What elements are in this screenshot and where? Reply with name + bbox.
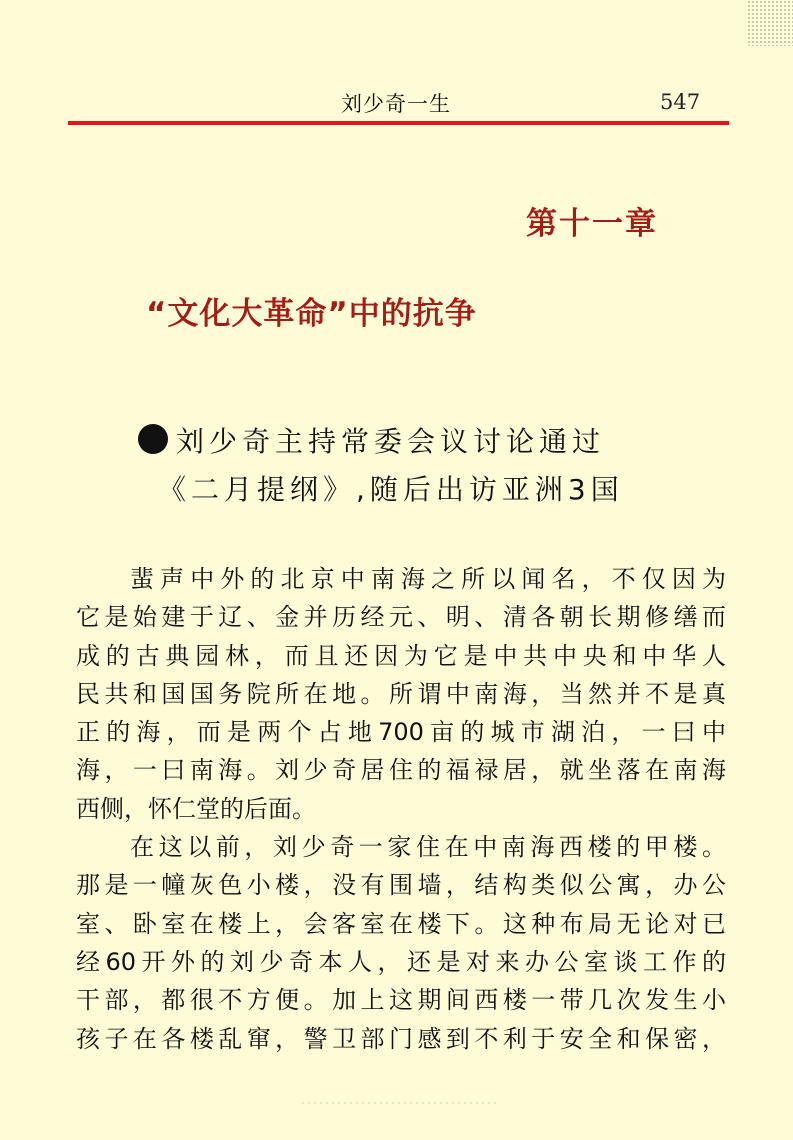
text-line: 成的古典园林，而且还因为它是中共中央和中华人	[76, 641, 726, 670]
running-title: 刘少奇一生	[341, 92, 451, 116]
body-text	[76, 560, 726, 1058]
text-line: 蜚声中外的北京中南海之所以闻名，不仅因为	[130, 565, 726, 593]
header-rule	[68, 121, 729, 125]
text-line: 民共和国国务院所在地。所谓中南海，当然并不是真	[76, 679, 726, 708]
text-line: 在这以前，刘少奇一家住在中南海西楼的甲楼。	[130, 833, 726, 862]
paragraph-2	[76, 828, 726, 1058]
running-header	[0, 82, 793, 122]
text-line: 室、卧室在楼上，会客室在楼下。这种布局无论对已	[76, 909, 726, 938]
paragraph-1	[76, 560, 726, 828]
section-heading-line-1	[138, 418, 698, 466]
scan-noise-bottom	[300, 1100, 500, 1106]
section-heading-line-2: 《二月提纲》,随后出访亚洲3国	[158, 473, 624, 506]
chapter-title: “文化大革命”中的抗争	[146, 296, 477, 332]
text-line: 正的海，而是两个占地700亩的城市湖泊，一曰中	[76, 718, 726, 747]
text-line: 它是始建于辽、金并历经元、明、清各朝长期修缮而	[76, 603, 726, 632]
text-line: 海，一曰南海。刘少奇居住的福禄居，就坐落在南海	[76, 756, 726, 785]
text-line: 那是一幢灰色小楼，没有围墙，结构类似公寓，办公	[76, 871, 726, 900]
section-heading-text-1: 刘少奇主持常委会议讨论通过	[176, 425, 606, 458]
text-line: 经60开外的刘少奇本人，还是对来办公室谈工作的	[76, 947, 726, 976]
text-line: 干部，都很不方便。加上这期间西楼一带几次发生小	[76, 986, 726, 1015]
section-heading	[138, 418, 698, 514]
scan-noise-corner	[747, 0, 793, 46]
chapter-label: 第十一章	[526, 206, 658, 242]
bullet-icon	[138, 424, 168, 454]
text-line: 西侧，怀仁堂的后面。	[76, 794, 316, 823]
page-number: 547	[660, 90, 701, 114]
text-line: 孩子在各楼乱窜，警卫部门感到不利于安全和保密，	[76, 1024, 726, 1053]
